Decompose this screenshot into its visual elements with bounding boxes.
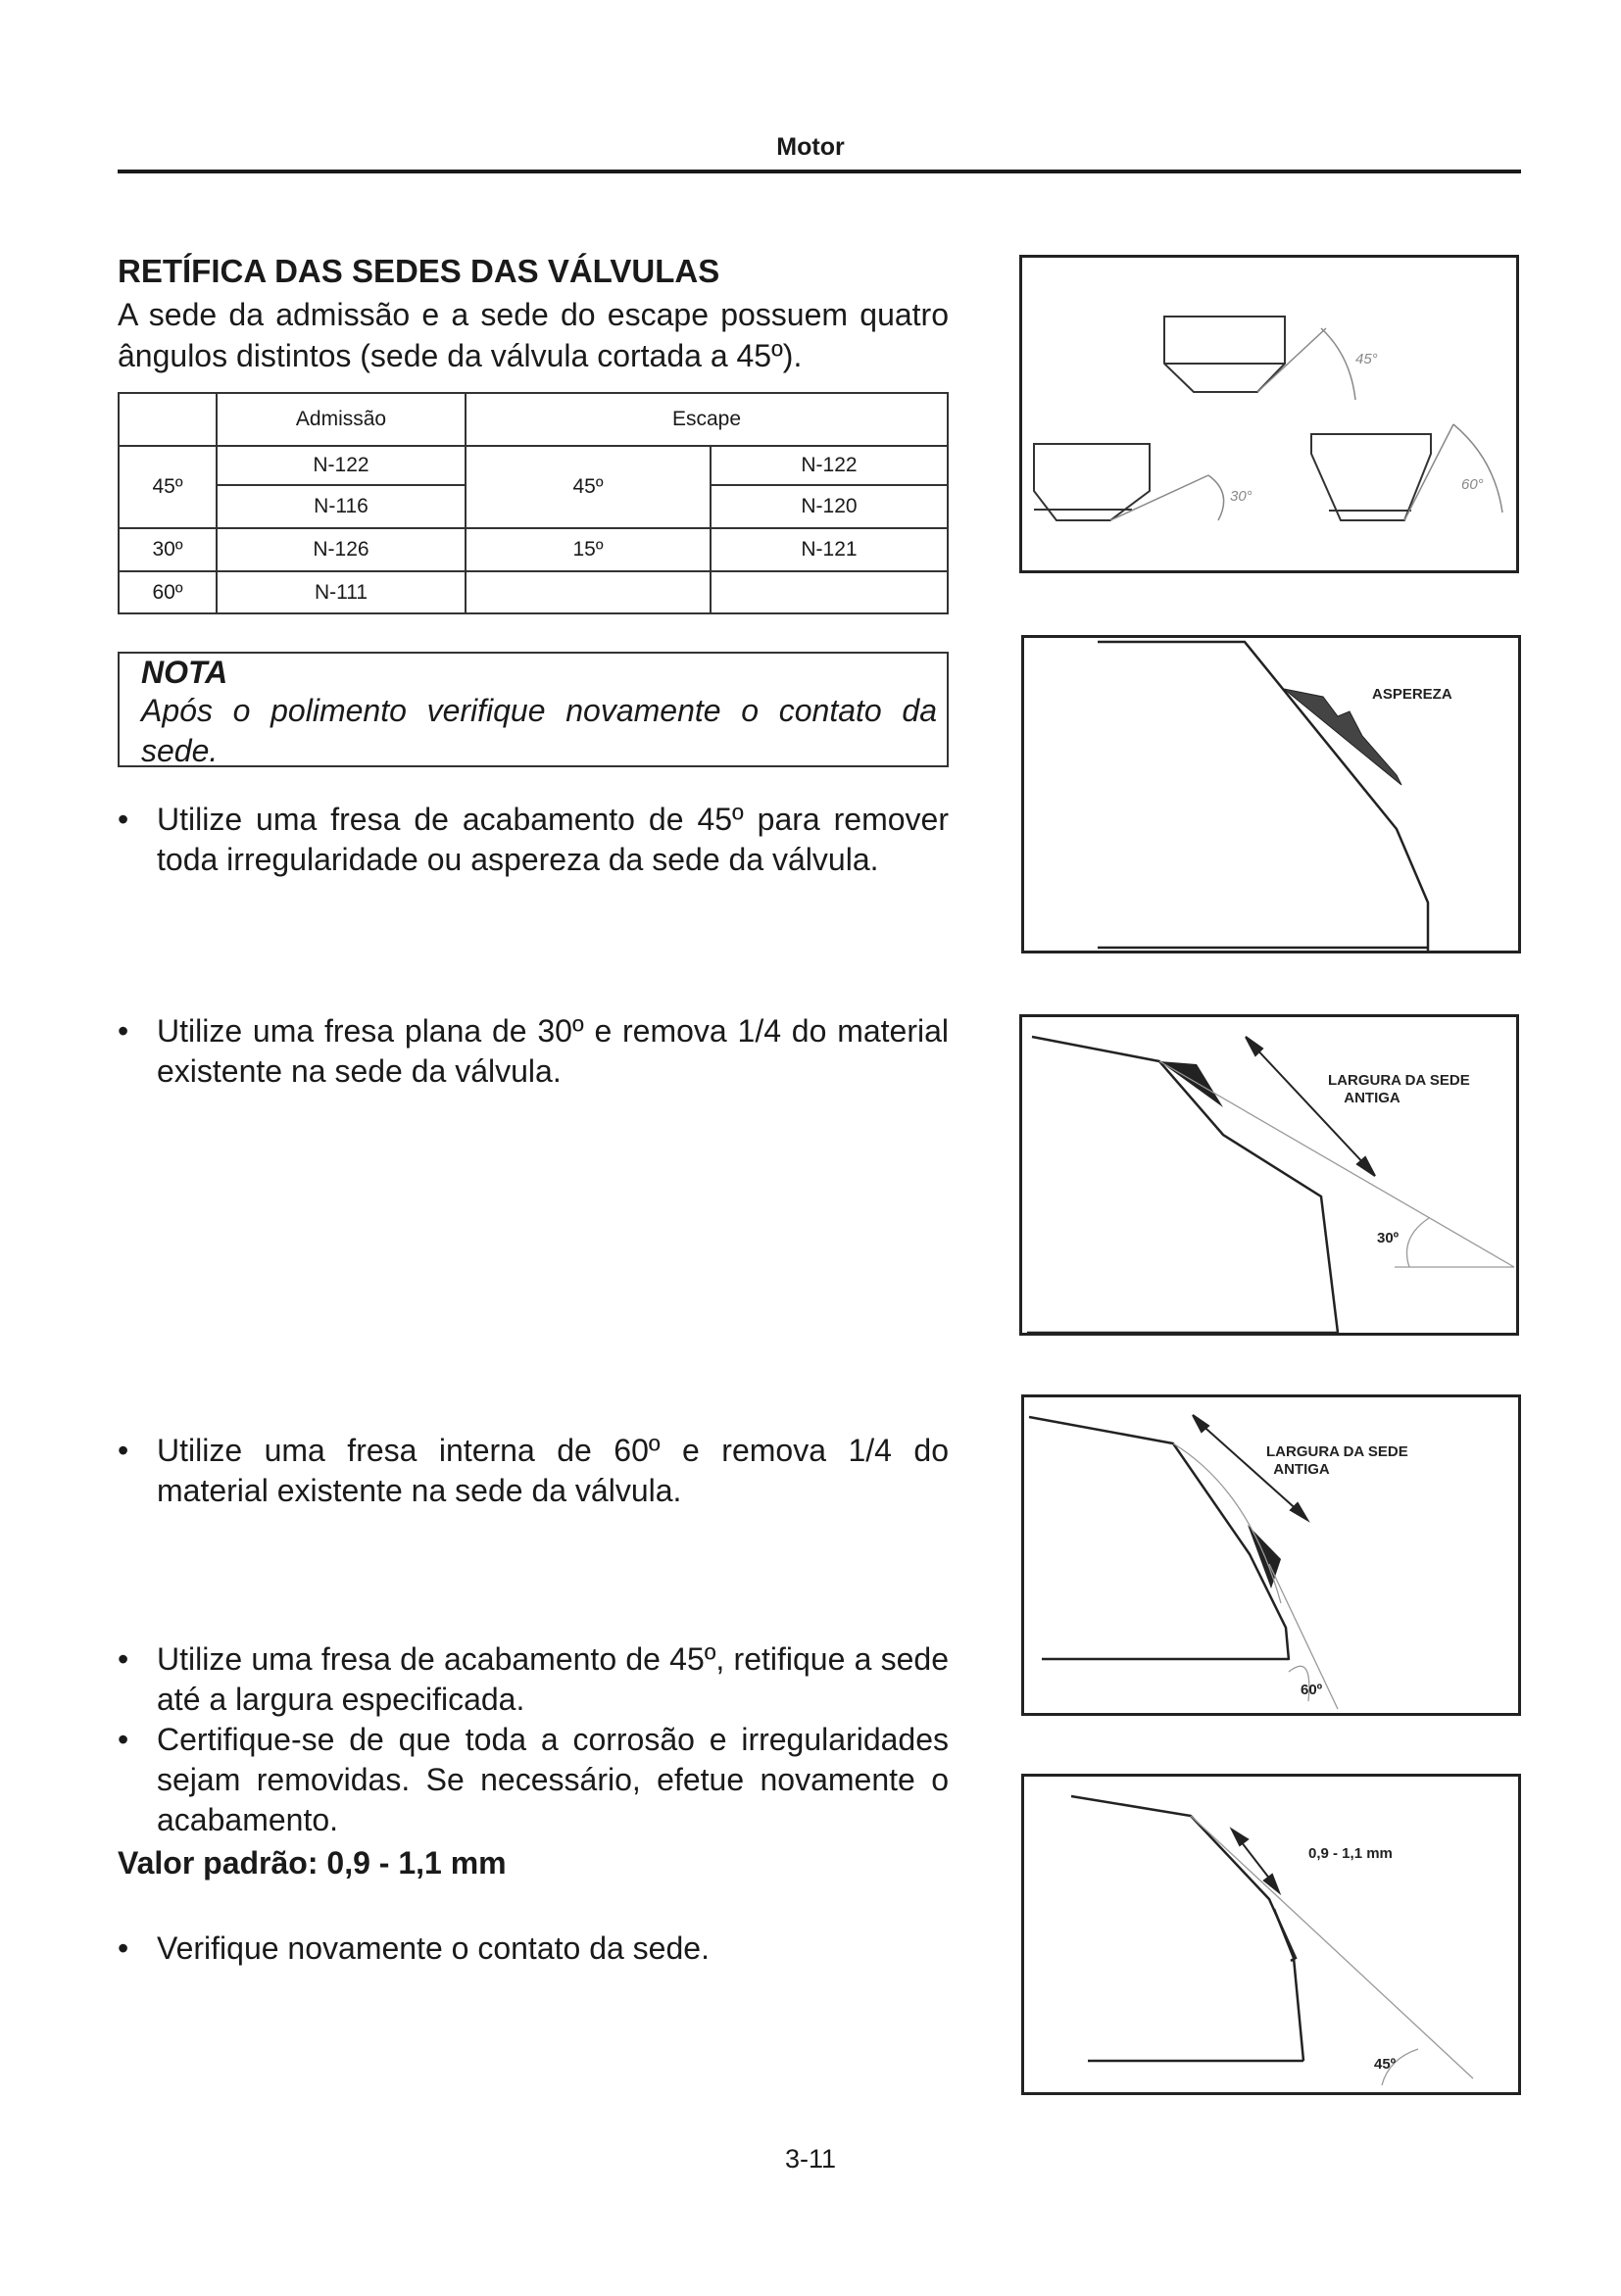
table-header-escape: Escape <box>466 393 948 446</box>
angle-arc-right <box>1453 424 1502 513</box>
bullet-symbol: • <box>118 1013 129 1049</box>
list-item <box>118 1011 949 1092</box>
table-cell: N-111 <box>217 571 466 613</box>
table-cell: 45º <box>119 446 217 528</box>
cutter-table <box>118 392 949 614</box>
list-item <box>118 800 949 880</box>
angle-arc-30 <box>1407 1218 1430 1267</box>
list-item <box>118 1639 949 1720</box>
angle-label-right: 60° <box>1461 476 1484 493</box>
bullet-symbol: • <box>118 802 129 837</box>
table-cell: 15º <box>466 528 711 571</box>
bullet-symbol: • <box>118 1722 129 1757</box>
angle-label-30: 30º <box>1377 1230 1400 1246</box>
old-width-label-1: LARGURA DA SEDE <box>1266 1443 1408 1460</box>
angle-ref-top <box>1257 328 1326 392</box>
angle-label-left: 30° <box>1230 488 1253 505</box>
cutters-diagram <box>1022 258 1516 570</box>
angle-ref-right <box>1404 424 1453 520</box>
table-cell: N-116 <box>217 485 466 528</box>
bullet-symbol: • <box>118 1641 129 1677</box>
figure-cut-60 <box>1021 1394 1521 1716</box>
figure-cut-30 <box>1019 1014 1519 1336</box>
list-item <box>118 1720 949 1840</box>
table-cell: N-121 <box>711 528 948 571</box>
roughness-diagram <box>1024 638 1518 951</box>
note-body: Após o polimento verifique novamente o contato da sede. <box>141 693 937 768</box>
angle-label-top: 45° <box>1355 351 1378 367</box>
intro-paragraph: A sede da admissão e a sede do escape possuem quatro ângulos distintos (sede da válvula cortada a 45º). <box>118 297 949 373</box>
cutter-top-shape <box>1164 317 1285 392</box>
list-item-text: Utilize uma fresa plana de 30º e remova 1/4 do material existente na sede da válvula. <box>157 1013 949 1089</box>
page-number: 3-11 <box>784 2144 837 2174</box>
seat-width-label: 0,9 - 1,1 mm <box>1308 1845 1393 1862</box>
list-item-text: Certifique-se de que toda a corrosão e irregularidades sejam removidas. Se necessário, efetue novamente o acabamento. <box>157 1722 949 1837</box>
seat-profile-lower <box>1274 1909 1303 2061</box>
angle-ref-left <box>1110 475 1208 520</box>
cut-30-shading <box>1159 1061 1223 1107</box>
angle-label-60: 60º <box>1301 1682 1323 1698</box>
old-width-label-2: ANTIGA <box>1273 1461 1330 1478</box>
angle-arc-top <box>1321 328 1355 400</box>
roughness-label: ASPEREZA <box>1372 686 1452 703</box>
list-item <box>118 1431 949 1511</box>
section-header: Motor <box>776 133 845 161</box>
arrow-head-bottom <box>1264 1875 1279 1892</box>
table-cell: 60º <box>119 571 217 613</box>
table-cell: N-122 <box>711 446 948 485</box>
bullet-symbol: • <box>118 1930 129 1966</box>
note-heading: NOTA <box>141 655 228 690</box>
note-box <box>118 652 949 767</box>
table-cell <box>711 571 948 613</box>
roughness-shading <box>1284 689 1401 785</box>
cut-60-diagram <box>1024 1397 1518 1713</box>
table-cell: 30º <box>119 528 217 571</box>
figure-roughness <box>1021 635 1521 953</box>
list-item-text: Utilize uma fresa de acabamento de 45º para remover toda irregularidade ou aspereza da sede da válvula. <box>157 802 949 877</box>
figure-finish-45 <box>1021 1774 1521 2095</box>
table-corner-cell <box>119 393 217 446</box>
bullet-symbol: • <box>118 1433 129 1468</box>
arrow-head-top <box>1232 1830 1248 1845</box>
table-cell: 45º <box>466 446 711 528</box>
table-cell: N-120 <box>711 485 948 528</box>
old-width-label-1: LARGURA DA SEDE <box>1328 1072 1470 1089</box>
seat-profile-line <box>1029 1417 1289 1660</box>
header-rule <box>118 170 1521 173</box>
angle-arc-left <box>1208 475 1224 520</box>
seat-profile-line <box>1071 1796 1296 1961</box>
table-cell: N-126 <box>217 528 466 571</box>
standard-value: Valor padrão: 0,9 - 1,1 mm <box>118 1845 507 1881</box>
list-item-text: Utilize uma fresa interna de 60º e remova 1/4 do material existente na sede da válvula. <box>157 1433 949 1508</box>
cut-30-diagram <box>1022 1017 1516 1333</box>
cut-30-guide-line <box>1159 1061 1514 1267</box>
page-title: RETÍFICA DAS SEDES DAS VÁLVULAS <box>118 253 720 289</box>
list-item <box>118 1929 949 1969</box>
old-width-label-2: ANTIGA <box>1344 1090 1400 1106</box>
cutter-right-shape <box>1311 434 1431 520</box>
seat-profile-line <box>1032 1037 1338 1333</box>
table-header-admissao: Admissão <box>217 393 466 446</box>
figure-cutters <box>1019 255 1519 573</box>
finish-45-diagram <box>1024 1777 1518 2092</box>
angle-label-45: 45º <box>1374 2056 1397 2073</box>
table-cell: N-122 <box>217 446 466 485</box>
table-cell <box>466 571 711 613</box>
list-item-text: Verifique novamente o contato da sede. <box>157 1930 710 1966</box>
list-item-text: Utilize uma fresa de acabamento de 45º, retifique a sede até a largura especificada. <box>157 1641 949 1717</box>
